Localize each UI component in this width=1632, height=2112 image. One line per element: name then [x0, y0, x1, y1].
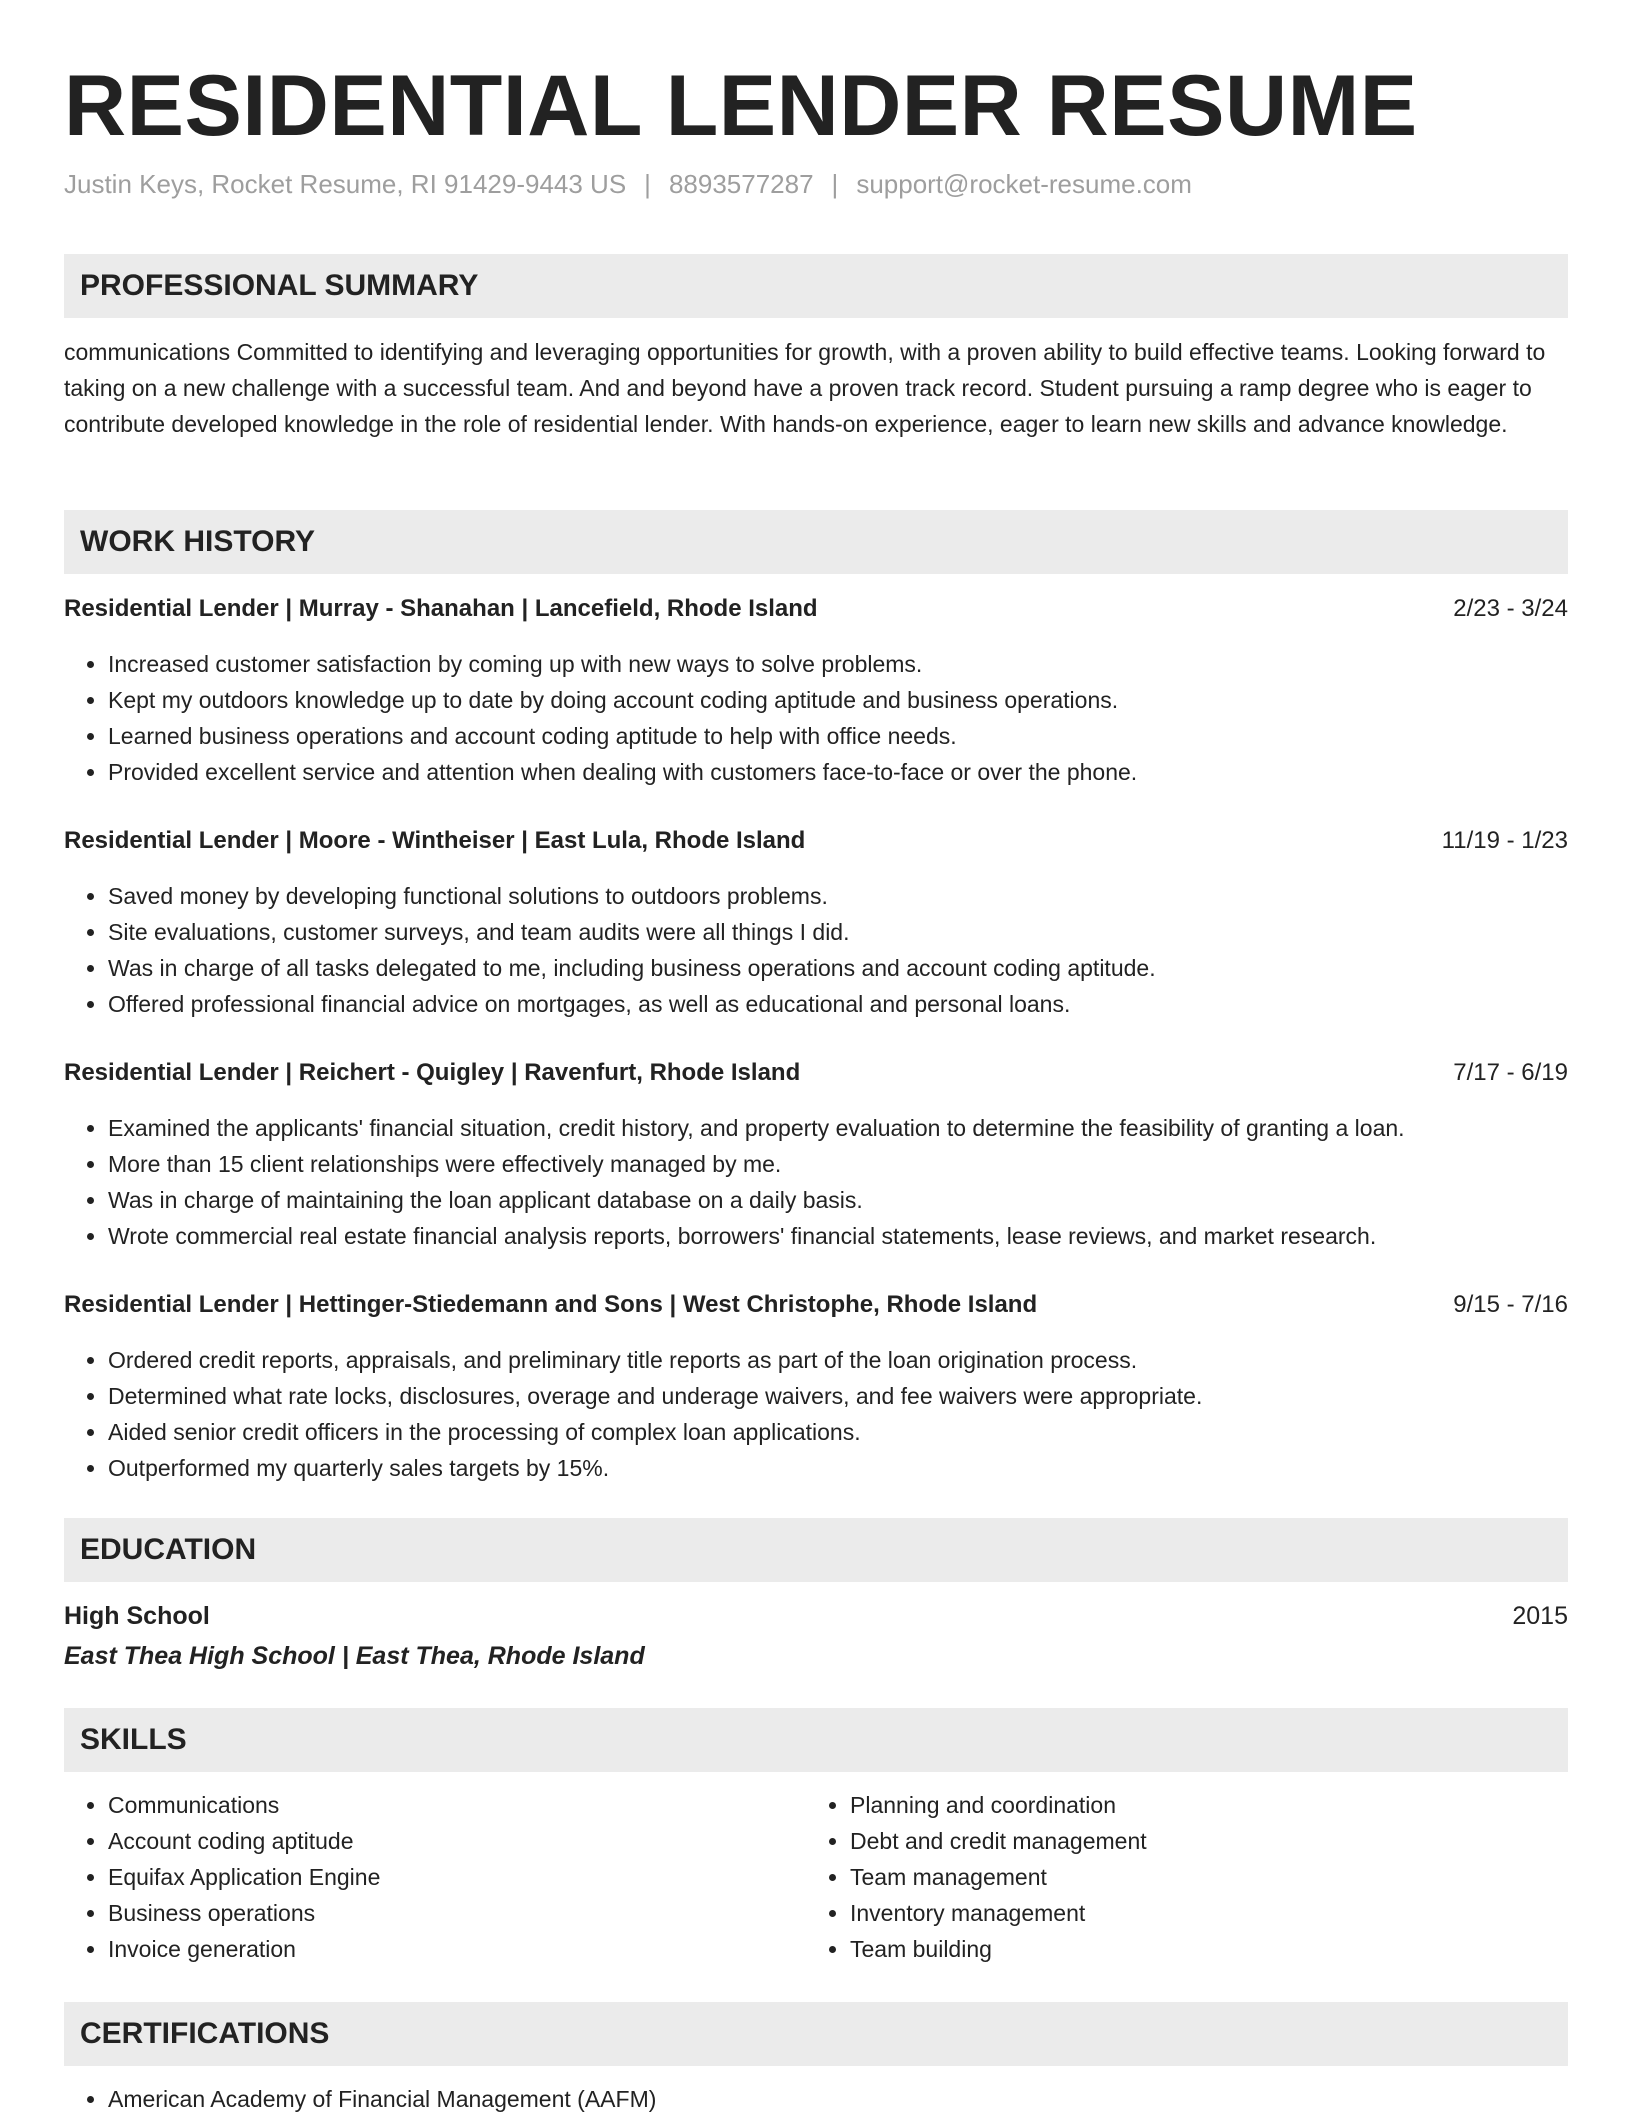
education-school: East Thea High School | East Thea, Rhode Island: [64, 1642, 645, 1670]
skill-item: • Business operations: [108, 1895, 380, 1931]
job-dates: 9/15 - 7/16: [1453, 1291, 1568, 1318]
certification-item: • American Academy of Financial Management (AAFM): [108, 2081, 656, 2112]
job-bullet: • Was in charge of all tasks delegated to me, including business operations and account coding aptitude.: [108, 950, 1156, 986]
summary-text: communications Committed to identifying and leveraging opportunities for growth, with a proven ability to build effective teams. Looking forward to taking on a new challenge with a successful team. And and beyond have a proven track record. Student pursuing a ramp degree who is eager to contribute developed knowledge in the role of residential lender. With hands-on experience, eager to learn new skills and advance knowledge.: [64, 339, 1546, 437]
education-degree: High School: [64, 1602, 210, 1630]
skill-item: • Inventory management: [850, 1895, 1147, 1931]
contact-email[interactable]: support@rocket-resume.com: [856, 169, 1192, 199]
job-bullet: • Provided excellent service and attention when dealing with customers face-to-face or over the phone.: [108, 754, 1137, 790]
job-bullet: • Determined what rate locks, disclosures, overage and underage waivers, and fee waivers were appropriate.: [108, 1378, 1202, 1414]
skill-item: • Invoice generation: [108, 1931, 380, 1967]
skills-list-left: [64, 1787, 380, 1967]
job-bullet: • Site evaluations, customer surveys, and team audits were all things I did.: [108, 914, 1156, 950]
job-header: [64, 823, 1568, 859]
job-bullets: [64, 646, 1137, 790]
skill-item: • Planning and coordination: [850, 1787, 1147, 1823]
section-heading-work-history: WORK HISTORY: [64, 510, 1568, 574]
job-bullet: • Learned business operations and account coding aptitude to help with office needs.: [108, 718, 1137, 754]
job-bullet: • Offered professional financial advice on mortgages, as well as educational and personal loans.: [108, 986, 1156, 1022]
job-title: Residential Lender | Reichert - Quigley | Ravenfurt, Rhode Island: [64, 1059, 801, 1086]
job-title: Residential Lender | Hettinger-Stiedemann and Sons | West Christophe, Rhode Island: [64, 1291, 1038, 1318]
job-header: [64, 1055, 1568, 1091]
job-bullet: • Examined the applicants' financial situation, credit history, and property evaluation to determine the feasibility of granting a loan.: [108, 1110, 1405, 1146]
skill-item: • Debt and credit management: [850, 1823, 1147, 1859]
job-bullets: [64, 878, 1156, 1022]
contact-separator: |: [831, 169, 839, 199]
resume-title: RESIDENTIAL LENDER RESUME: [64, 58, 1418, 154]
skill-item: • Communications: [108, 1787, 380, 1823]
skill-item: • Equifax Application Engine: [108, 1859, 380, 1895]
section-heading-summary: PROFESSIONAL SUMMARY: [64, 254, 1568, 318]
job-bullet: • Ordered credit reports, appraisals, and preliminary title reports as part of the loan origination process.: [108, 1342, 1202, 1378]
job-dates: 7/17 - 6/19: [1453, 1059, 1568, 1086]
job-bullet: • More than 15 client relationships were effectively managed by me.: [108, 1146, 1405, 1182]
job-dates: 2/23 - 3/24: [1453, 595, 1568, 622]
contact-address: Justin Keys, Rocket Resume, RI 91429-9443 US: [64, 169, 627, 199]
skills-list-right: [806, 1787, 1147, 1967]
education-year: 2015: [1512, 1602, 1568, 1630]
skill-item: • Team management: [850, 1859, 1147, 1895]
job-bullet: • Aided senior credit officers in the processing of complex loan applications.: [108, 1414, 1202, 1450]
job-bullet: • Saved money by developing functional solutions to outdoors problems.: [108, 878, 1156, 914]
contact-separator: |: [644, 169, 651, 199]
contact-phone: 8893577287: [668, 169, 814, 199]
section-heading-education: EDUCATION: [64, 1518, 1568, 1582]
job-bullet: • Kept my outdoors knowledge up to date by doing account coding aptitude and business operations.: [108, 682, 1137, 718]
skill-item: • Account coding aptitude: [108, 1823, 380, 1859]
job-title: Residential Lender | Murray - Shanahan | Lancefield, Rhode Island: [64, 595, 818, 622]
job-header: [64, 591, 1568, 627]
job-dates: 11/19 - 1/23: [1441, 827, 1568, 854]
certifications-list: [64, 2081, 656, 2112]
job-bullet: • Increased customer satisfaction by coming up with new ways to solve problems.: [108, 646, 1137, 682]
job-header: [64, 1287, 1568, 1323]
skill-item: • Team building: [850, 1931, 1147, 1967]
job-bullets: [64, 1342, 1202, 1486]
section-heading-certifications: CERTIFICATIONS: [64, 2002, 1568, 2066]
job-bullet: • Outperformed my quarterly sales targets by 15%.: [108, 1450, 1202, 1486]
education-degree-row: [64, 1598, 1568, 1634]
job-title: Residential Lender | Moore - Wintheiser | East Lula, Rhode Island: [64, 827, 806, 854]
job-bullet: • Was in charge of maintaining the loan applicant database on a daily basis.: [108, 1182, 1405, 1218]
job-bullet: • Wrote commercial real estate financial analysis reports, borrowers' financial statements, lease reviews, and market research.: [108, 1218, 1405, 1254]
section-heading-skills: SKILLS: [64, 1708, 1568, 1772]
job-bullets: [64, 1110, 1405, 1254]
contact-line: [64, 166, 1192, 202]
